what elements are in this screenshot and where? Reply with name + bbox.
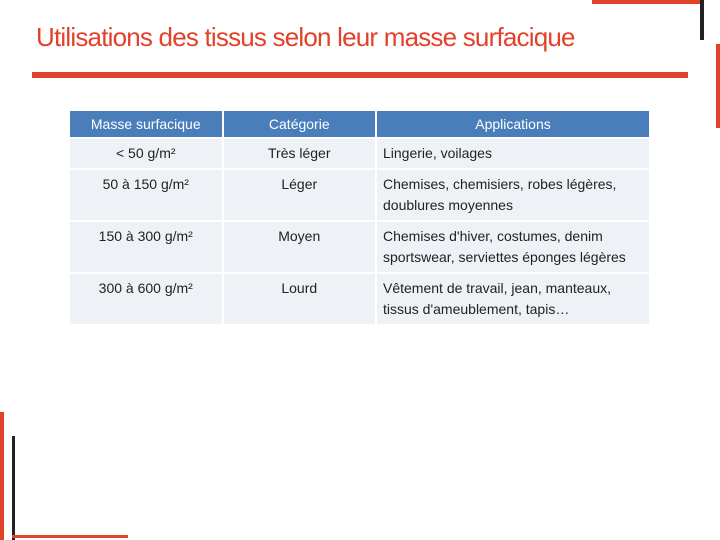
frame-bottom-left-accent (0, 412, 4, 540)
frame-top-line (700, 0, 704, 40)
cell-applications: Chemises, chemisiers, robes légères, doublures moyennes (377, 170, 649, 220)
table-row (70, 170, 649, 220)
table-row (70, 222, 649, 272)
frame-right-accent (716, 44, 720, 128)
cell-mass: 300 à 600 g/m² (70, 274, 222, 324)
cell-mass: 50 à 150 g/m² (70, 170, 222, 220)
cell-category: Très léger (224, 139, 375, 168)
frame-top-accent (592, 0, 704, 4)
cell-applications: Lingerie, voilages (377, 139, 649, 168)
header-category: Catégorie (224, 111, 375, 137)
fabric-weight-table (68, 109, 651, 326)
slide-title: Utilisations des tissus selon leur masse surfacique (36, 22, 575, 52)
frame-bottom-left-line (12, 436, 15, 540)
cell-applications: Vêtement de travail, jean, manteaux, tissus d'ameublement, tapis… (377, 274, 649, 324)
table-header-row (70, 111, 649, 137)
title-underline (32, 72, 688, 78)
cell-mass: < 50 g/m² (70, 139, 222, 168)
header-applications: Applications (377, 111, 649, 137)
table-row (70, 139, 649, 168)
cell-category: Léger (224, 170, 375, 220)
cell-mass: 150 à 300 g/m² (70, 222, 222, 272)
frame-bottom-accent (12, 535, 128, 538)
table-row (70, 274, 649, 324)
cell-applications: Chemises d'hiver, costumes, denim sportswear, serviettes éponges légères (377, 222, 649, 272)
cell-category: Lourd (224, 274, 375, 324)
header-mass: Masse surfacique (70, 111, 222, 137)
cell-category: Moyen (224, 222, 375, 272)
